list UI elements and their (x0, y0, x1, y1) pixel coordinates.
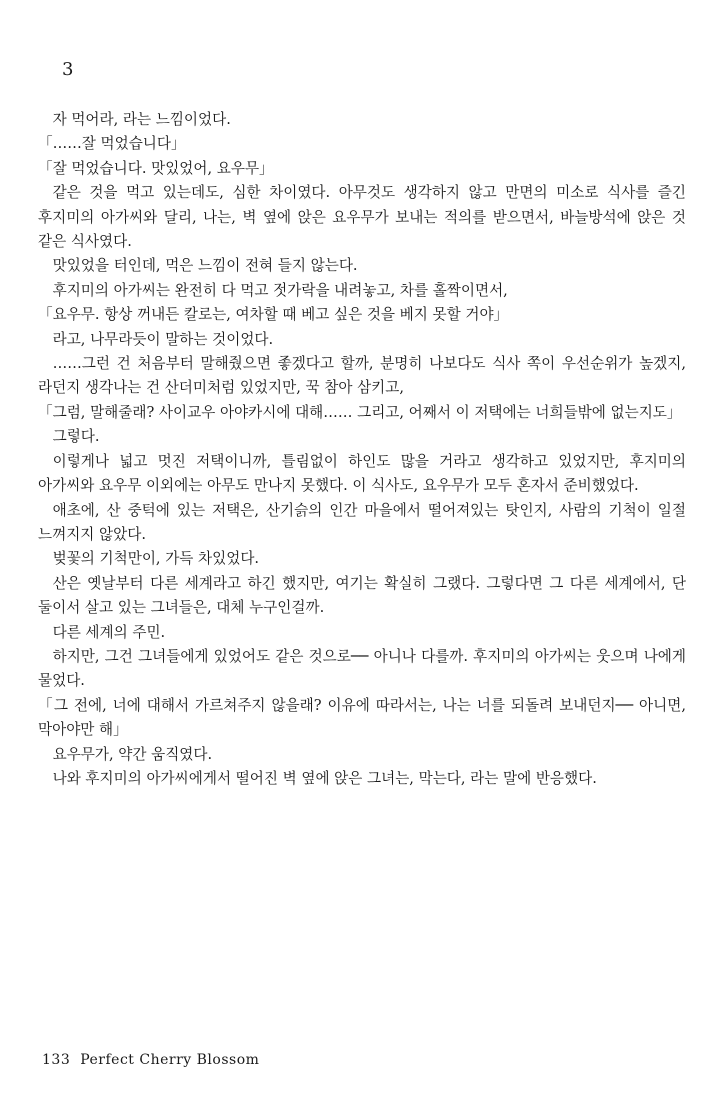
paragraph: 후지미의 아가씨는 완전히 다 먹고 젓가락을 내려놓고, 차를 홀짝이면서, (52, 281, 508, 299)
paragraph: 그렇다. (52, 428, 100, 446)
chapter-number: 3 (62, 59, 74, 80)
paragraph: 산은 옛날부터 다른 세계라고 하긴 했지만, 여기는 확실히 그랬다. 그렇다면 그 다른 세계에서, 단 둘이서 살고 있는 그녀들은, 대체 누구인걸까. (38, 574, 686, 617)
paragraph: 「……잘 먹었습니다」 (38, 135, 186, 153)
paragraph: 「잘 먹었습니다. 맛있었어, 요우무」 (38, 159, 274, 177)
paragraph: 하지만, 그건 그녀들에게 있었어도 같은 것으로── 아니나 다를까. 후지미의 아가씨는 웃으며 나에게 물었다. (38, 647, 686, 690)
paragraph: 「요우무. 항상 꺼내든 칼로는, 여차할 때 베고 싶은 것을 베지 못할 거야」 (38, 306, 509, 324)
paragraph: 요우무가, 약간 움직였다. (52, 745, 213, 763)
paragraph: 이렇게나 넓고 멋진 저택이니까, 틀림없이 하인도 많을 거라고 생각하고 있었지만, 후지미의 아가씨와 요우무 이외에는 아무도 만나지 못했다. 이 식사도, 요우무가 모두 혼자서 준비했었다. (38, 452, 686, 495)
paragraph: 나와 후지미의 아가씨에게서 떨어진 벽 옆에 앉은 그녀는, 막는다, 라는 말에 반응했다. (52, 769, 597, 787)
paragraph: ……그런 건 처음부터 말해줬으면 좋겠다고 할까, 분명히 나보다도 식사 쪽이 우선순위가 높겠지, 라던지 생각나는 건 산더미처럼 있었지만, 꾹 참아 삼키고, (38, 355, 686, 397)
paragraph: 「그 전에, 너에 대해서 가르쳐주지 않을래? 이유에 따라서는, 나는 너를 되돌려 보내던지── 아니면, 막아야만 해」 (38, 696, 686, 739)
page-footer (42, 1050, 259, 1070)
page-number: 133 (42, 1052, 71, 1068)
paragraph: 라고, 나무라듯이 말하는 것이었다. (52, 330, 274, 348)
paragraph: 「그럼, 말해줄래? 사이교우 아야카시에 대해…… 그리고, 어째서 이 저택에는 너희들밖에 없는지도」 (38, 403, 682, 421)
paragraph: 다른 세계의 주민. (52, 623, 166, 641)
paragraph: 벚꽃의 기척만이, 가득 차있었다. (52, 550, 260, 568)
book-title: Perfect Cherry Blossom (80, 1052, 260, 1068)
body-text (38, 108, 686, 791)
paragraph: 같은 것을 먹고 있는데도, 심한 차이였다. 아무것도 생각하지 않고 만면의 미소로 식사를 즐긴 후지미의 아가씨와 달리, 나는, 벽 옆에 앉은 요우무가 보내는 적의를 받으면서, 바늘방석에 앉은 것 같은 식사였다. (38, 184, 686, 251)
paragraph: 애초에, 산 중턱에 있는 저택은, 산기슭의 인간 마을에서 떨어져있는 탓인지, 사람의 기척이 일절 느껴지지 않았다. (38, 501, 686, 543)
paragraph: 맛있었을 터인데, 먹은 느낌이 전혀 들지 않는다. (52, 257, 358, 275)
paragraph: 자 먹어라, 라는 느낌이었다. (52, 111, 231, 128)
